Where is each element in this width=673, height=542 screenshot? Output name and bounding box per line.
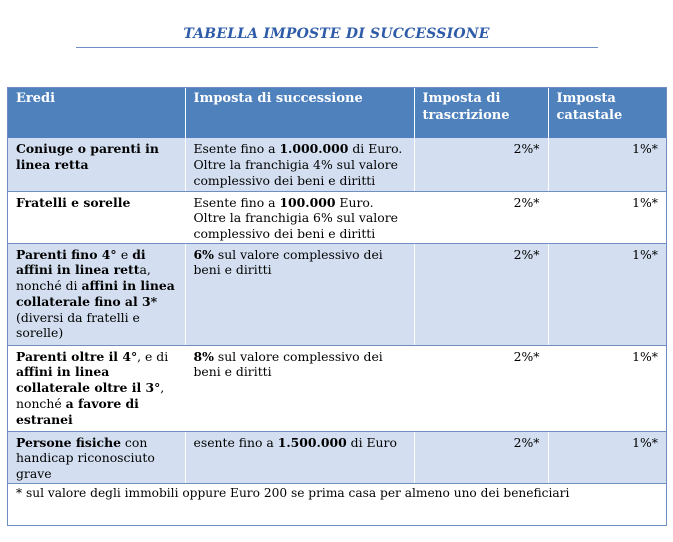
header-imposta-successione: Imposta di successione [185,88,414,138]
trascrizione-cell: 2%* [414,431,548,483]
heir-cell: Parenti fino 4° e di affini in linea retta, nonché di affini in linea collaterale fino al 3* (diversi da fratelli e sorelle) [8,243,185,345]
trascrizione-cell: 2%* [414,138,548,191]
header-imposta-catastale: Imposta catastale [548,88,666,138]
table-row [8,191,666,243]
succession-tax-cell: Esente fino a 1.000.000 di Euro. Oltre la franchigia 4% sul valore complessivo dei beni e diritti [185,138,414,191]
trascrizione-cell: 2%* [414,191,548,243]
table-header-row [8,88,666,138]
bold-text: Parenti fino 4° [16,246,121,262]
bold-text: 6% [193,246,214,262]
bold-text: 1.000.000 [279,141,349,156]
table-row [8,345,666,431]
bold-text: Persone fisiche [16,434,121,450]
bold-text: affini in linea collaterale oltre il 3° [16,364,161,396]
heir-cell [8,191,185,243]
heir-cell [8,138,185,191]
bold-text: a favore di estranei [16,395,139,427]
bold-text: 100.000 [279,194,336,210]
succession-tax-cell: 8% sul valore complessivo dei beni e diritti [185,345,414,431]
succession-tax-table [8,88,666,501]
footnote-row [8,483,666,501]
catastale-cell: 1%* [548,345,666,431]
bold-text: Parenti oltre il 4° [16,348,138,364]
catastale-cell: 1%* [548,138,666,191]
bold-text: 1.500.000 [277,434,347,450]
catastale-cell: 1%* [548,191,666,243]
trascrizione-cell: 2%* [414,345,548,431]
document-title: TABELLA IMPOSTE DI SUCCESSIONE [183,26,490,42]
catastale-cell: 1%* [548,431,666,483]
table-row [8,138,666,191]
footnote: * sul valore degli immobili oppure Euro 200 se prima casa per almeno uno dei beneficiari [8,483,666,501]
table-row [8,431,666,483]
table-row [8,243,666,345]
bold-text: Fratelli e sorelle [16,194,131,210]
trascrizione-cell: 2%* [414,243,548,345]
succession-tax-cell: Esente fino a 100.000 Euro. Oltre la franchigia 6% sul valore complessivo dei beni e diritti [185,191,414,243]
bold-text: Coniuge o parenti in linea retta [16,141,159,172]
bold-text: di affini in linea rett [16,246,146,278]
catastale-cell: 1%* [548,243,666,345]
heir-cell: Persone fisiche con handicap riconosciuto grave [8,431,185,483]
bold-text: affini in linea collaterale fino al 3* [16,278,175,309]
header-eredi: Eredi [8,88,185,138]
succession-tax-cell: esente fino a 1.500.000 di Euro [185,431,414,483]
title-underline [76,47,598,48]
bold-text: 8% [193,348,214,364]
succession-tax-cell: 6% sul valore complessivo dei beni e diritti [185,243,414,345]
header-imposta-trascrizione: Imposta di trascrizione [414,88,548,138]
heir-cell: Parenti oltre il 4°, e di affini in linea collaterale oltre il 3°, nonché a favore di estranei [8,345,185,431]
